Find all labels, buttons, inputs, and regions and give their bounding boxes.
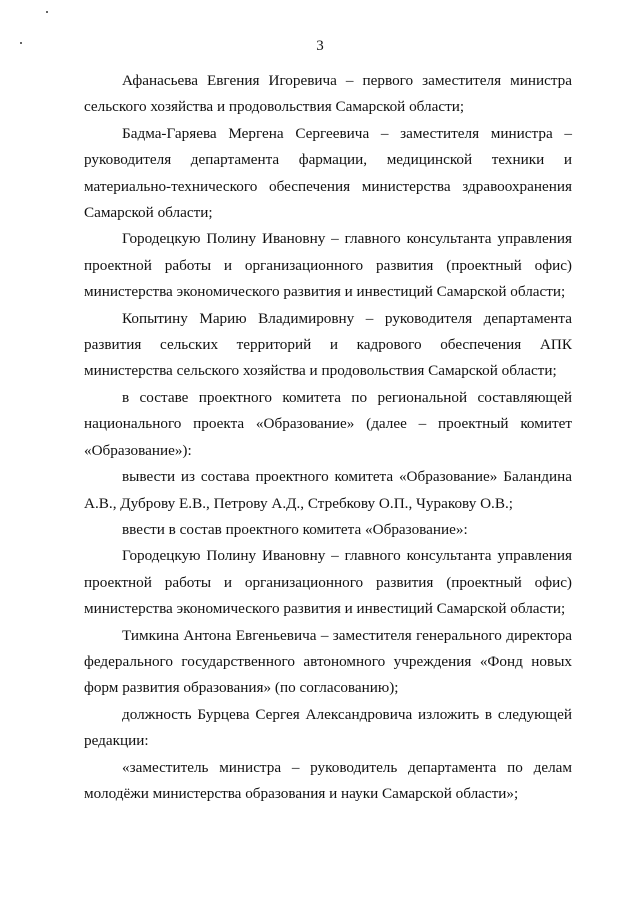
paragraph: Городецкую Полину Ивановну – главного консультанта управления проектной работы и организационного развития (проектный офис) министерства экономического развития и инвестиций Самарской области; (84, 547, 572, 618)
paragraph: ввести в состав проектного комитета «Образование»: (122, 520, 468, 538)
page-number: 3 (316, 38, 324, 54)
paragraph: Копытину Марию Владимировну – руководителя департамента развития сельских территорий и кадрового обеспечения АПК министерства сельского хозяйства и продовольствия Самарской области; (84, 309, 572, 380)
document-body (84, 68, 572, 807)
paragraph: Афанасьева Евгения Игоревича – первого заместителя министра сельского хозяйства и продовольствия Самарской области; (84, 72, 572, 116)
paragraph: должность Бурцева Сергея Александровича изложить в следующей редакции: (84, 705, 572, 750)
paragraph: Бадма-Гаряева Мергена Сергеевича – заместителя министра – руководителя департамента фармации, медицинской техники и материально-технического обеспечения министерства здравоохранения Самарской области; (84, 124, 572, 222)
paragraph: Тимкина Антона Евгеньевича – заместителя генерального директора федерального государственного автономного учреждения «Фонд новых форм развития образования» (по согласованию); (84, 626, 572, 697)
paragraph: Городецкую Полину Ивановну – главного консультанта управления проектной работы и организационного развития (проектный офис) министерства экономического развития и инвестиций Самарской области; (84, 230, 572, 301)
paragraph: в составе проектного комитета по региональной составляющей национального проекта «Образование» (далее – проектный комитет «Образование»): (84, 388, 572, 459)
paragraph: вывести из состава проектного комитета «Образование» Баландина А.В., Дуброву Е.В., Петрову А.Д., Стребкову О.П., Чуракову О.В.; (84, 468, 572, 512)
paragraph: «заместитель министра – руководитель департамента по делам молодёжи министерства образования и науки Самарской области»; (84, 758, 572, 802)
scan-speck (46, 11, 48, 13)
